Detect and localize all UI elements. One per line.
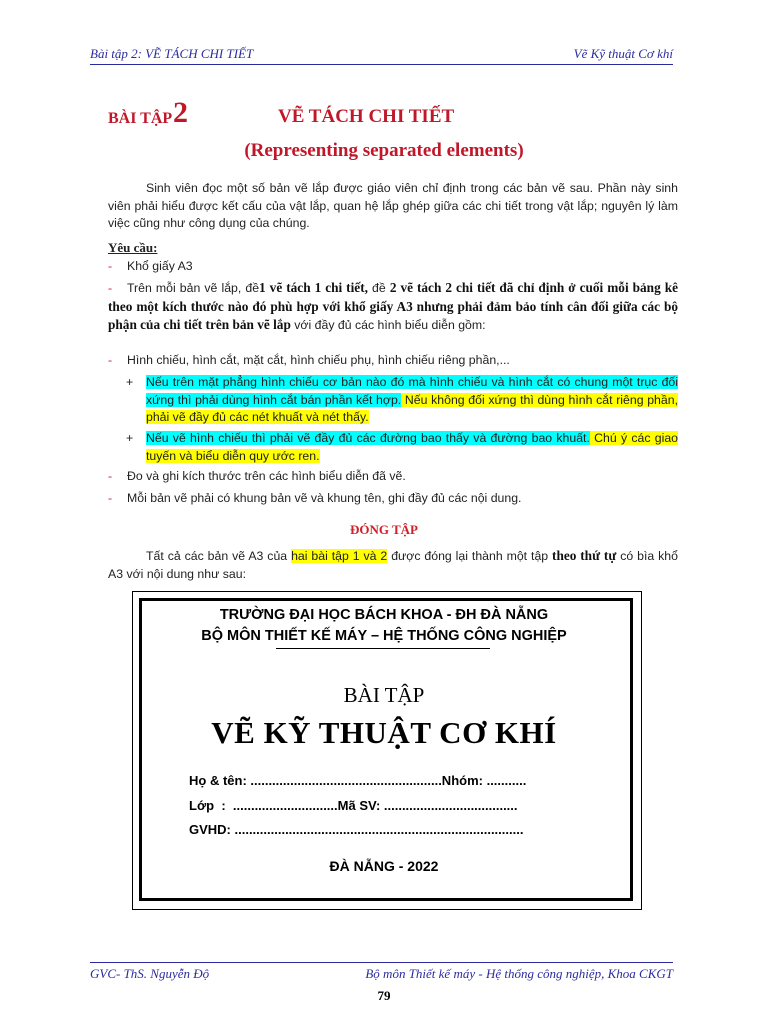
- requirement-item-2: [108, 279, 678, 335]
- requirement-text: Đo và ghi kích thước trên các hình biểu diễn đã vẽ.: [127, 469, 406, 483]
- highlight-cyan: Nếu trên mặt phẳng hình chiếu cơ bản nào đó mà hình chiếu và hình cắt có chung một trục đối xứng thì phải dùng hình cắt bán phần kết hợp.: [146, 375, 678, 407]
- requirement-text: Mỗi bản vẽ phải có khung bản vẽ và khung tên, ghi đầy đủ các nội dung.: [127, 491, 522, 505]
- dash-bullet: -: [108, 281, 113, 295]
- binding-text-c: được đóng lại thành một tập: [387, 549, 553, 563]
- dash-bullet: -: [108, 259, 113, 273]
- cover-field-instructor: GVHD: ................................................................................: [189, 822, 524, 837]
- requirements-heading: Yêu cầu:: [108, 240, 158, 255]
- page-header: [90, 44, 673, 64]
- header-rule: [90, 64, 673, 65]
- binding-highlight: hai bài tập 1 và 2: [291, 549, 388, 563]
- title-row: [108, 96, 668, 130]
- header-right: Vẽ Kỹ thuật Cơ khí: [573, 46, 673, 61]
- exercise-label: BÀI TẬP: [108, 110, 173, 127]
- header-left: Bài tập 2: VẼ TÁCH CHI TIẾT: [90, 46, 254, 61]
- cover-field-class: Lớp : .............................Mã SV: .....................................: [189, 798, 518, 813]
- plus-bullet: +: [126, 375, 134, 389]
- exercise-title: VẼ TÁCH CHI TIẾT: [278, 106, 455, 127]
- dash-bullet: -: [108, 353, 113, 367]
- cover-department: BỘ MÔN THIẾT KẾ MÁY – HỆ THỐNG CÔNG NGHIỆP: [201, 628, 567, 644]
- requirement-text-c: đề: [367, 281, 390, 295]
- cover-place-date: ĐÀ NẴNG - 2022: [329, 858, 439, 874]
- cover-label: BÀI TẬP: [343, 683, 425, 707]
- cover-rule: [276, 648, 490, 649]
- requirement-item-3: [108, 352, 678, 370]
- cover-university: TRƯỜNG ĐẠI HỌC BÁCH KHOA - ĐH ĐÀ NẴNG: [219, 607, 549, 623]
- sub-item-1: [126, 374, 678, 427]
- highlight-yellow: Nếu không đối xứng thì dùng hình cắt riêng phần, phải vẽ đầy đủ các nét khuất và nét thấy.: [146, 392, 678, 424]
- binding-heading: ĐÓNG TẬP: [349, 522, 418, 537]
- highlight-yellow: Chú ý các giao tuyến và biểu diễn quy ước ren.: [146, 431, 678, 463]
- requirement-text: Hình chiếu, hình cắt, mặt cắt, hình chiếu phụ, hình chiếu riêng phần,...: [127, 353, 510, 367]
- requirement-text-a: Trên mỗi bản vẽ lắp, đề: [127, 281, 260, 295]
- binding-text-a: Tất cả các bản vẽ A3 của: [146, 549, 292, 563]
- plus-bullet: +: [126, 431, 134, 445]
- requirement-item-5: [108, 490, 678, 508]
- requirement-text: Khổ giấy A3: [127, 259, 193, 273]
- dash-bullet: -: [108, 469, 113, 483]
- footer-right: Bộ môn Thiết kế máy - Hệ thống công nghiệp, Khoa CKGT: [365, 966, 673, 981]
- requirement-item-4: [108, 468, 678, 486]
- binding-text-e: có bìa khổ A3 với nội dung như sau:: [108, 549, 678, 581]
- requirement-text-b: 1 vẽ tách 1 chi tiết,: [259, 280, 368, 295]
- cover-subject: VẼ KỸ THUẬT CƠ KHÍ: [211, 715, 557, 750]
- requirement-item-1: [108, 258, 678, 276]
- page-number: 79: [377, 988, 391, 1003]
- highlight-cyan: Nếu vẽ hình chiếu thì phải vẽ đầy đủ các đường bao thấy và đường bao khuất.: [146, 431, 590, 445]
- exercise-number: 2: [173, 96, 188, 129]
- dash-bullet: -: [108, 491, 113, 505]
- requirement-text-d: 2 vẽ tách 2 chi tiết đã chỉ định ở cuối mỗi bảng kê theo một kích thước nào đó phù hợp với khổ giấy A3 nhưng phải đảm bảo tính cân đối giữa các bộ phận của chi tiết trên bản vẽ lắp: [108, 280, 679, 332]
- footer-rule: [90, 962, 673, 963]
- binding-paragraph: [108, 547, 678, 583]
- requirement-text-e: với đầy đủ các hình biểu diễn gồm:: [290, 318, 486, 332]
- sub-item-2: [126, 430, 678, 465]
- sub-item-text: [146, 430, 678, 465]
- binding-order: theo thứ tự: [552, 548, 617, 563]
- intro-paragraph: Sinh viên đọc một số bản vẽ lắp được giáo viên chỉ định trong các bản vẽ sau. Phần này sinh viên phải hiểu được kết cấu của vật lắp, quan hệ lắp ghép giữa các chi tiết trong vật lắp; nguyên lý làm việc cũng như công dụng của chúng.: [108, 181, 678, 230]
- footer-left: GVC- ThS. Nguyễn Độ: [90, 966, 210, 981]
- cover-field-name: Họ & tên: .....................................................Nhóm: ...........: [189, 773, 527, 788]
- sub-item-text: [146, 374, 678, 427]
- exercise-subtitle: (Representing separated elements): [244, 140, 524, 161]
